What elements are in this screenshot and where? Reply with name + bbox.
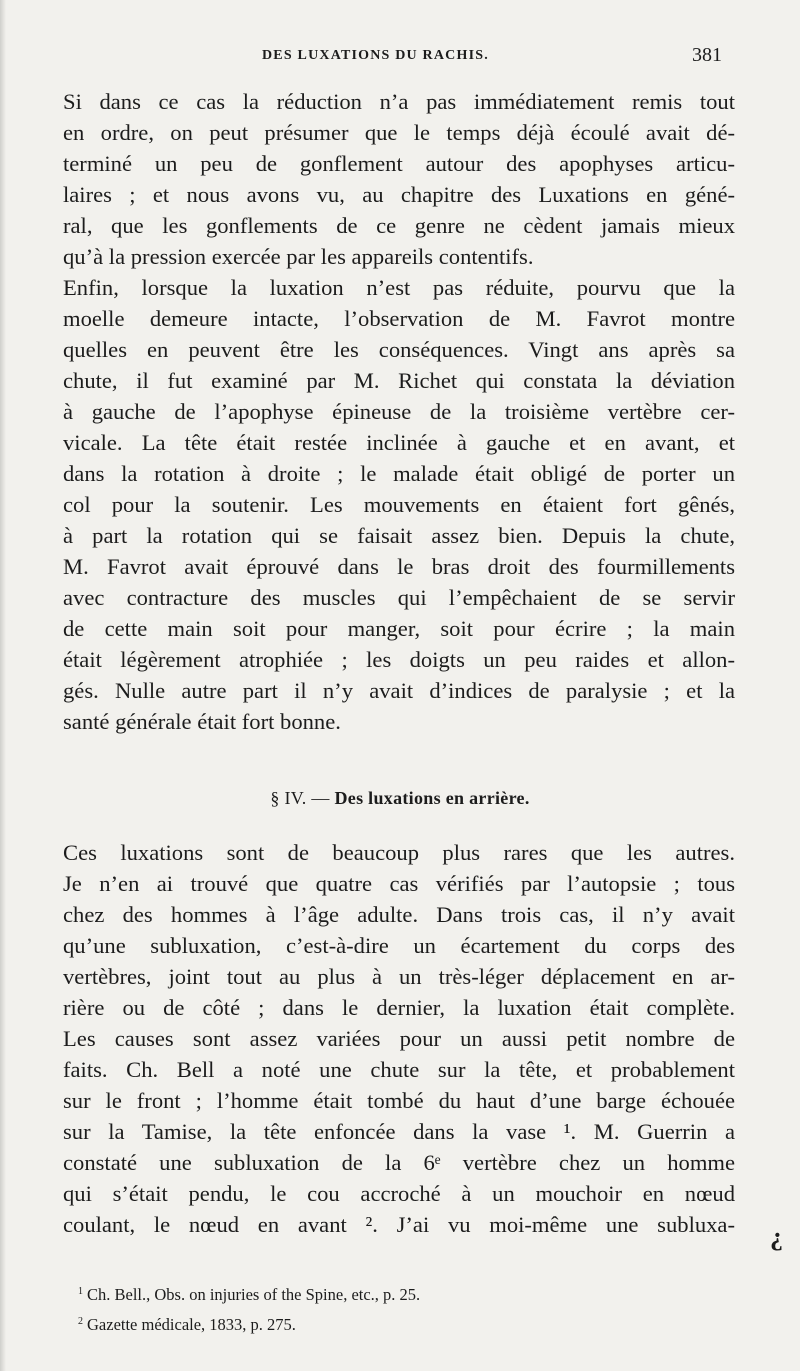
- page-edge-shadow: [0, 0, 6, 1371]
- footnote-2: [78, 1308, 738, 1338]
- text-line: coulant, le nœud en avant ². J’ai vu moi-même une subluxa-: [63, 1212, 735, 1237]
- text-line: quelles en peuvent être les conséquences. Vingt ans après sa: [63, 337, 735, 362]
- text-line: qui s’était pendu, le cou accroché à un mouchoir en nœud: [63, 1181, 735, 1206]
- text-line: M. Favrot avait éprouvé dans le bras droit des fourmillements: [63, 554, 735, 579]
- text-line: gés. Nulle autre part il n’y avait d’indices de paralysie ; et la: [63, 678, 735, 703]
- text-line: Si dans ce cas la réduction n’a pas immédiatement remis tout: [63, 89, 735, 114]
- text-line: sur la Tamise, la tête enfoncée dans la vase ¹. M. Guerrin a: [63, 1119, 735, 1144]
- margin-mark: ¿: [770, 1222, 783, 1251]
- running-head: DES LUXATIONS DU RACHIS.: [262, 48, 489, 63]
- text-line: sur le front ; l’homme était tombé du haut d’une barge échouée: [63, 1088, 735, 1113]
- text-line: constaté une subluxation de la 6ᵉ vertèbre chez un homme: [63, 1150, 735, 1175]
- body-text-block-2: [63, 837, 735, 1240]
- footnote-1: [78, 1278, 738, 1308]
- text-line: qu’à la pression exercée par les appareils contentifs.: [63, 244, 534, 269]
- text-line: à part la rotation qui se faisait assez bien. Depuis la chute,: [63, 523, 735, 548]
- text-line: ral, que les gonflements de ce genre ne cèdent jamais mieux: [63, 213, 735, 238]
- section-title: Des luxations en arrière.: [334, 788, 530, 808]
- body-text-block-1: [63, 86, 735, 737]
- text-line: col pour la soutenir. Les mouvements en étaient fort gênés,: [63, 492, 735, 517]
- text-line: qu’une subluxation, c’est-à-dire un écartement du corps des: [63, 933, 735, 958]
- text-line: terminé un peu de gonflement autour des apophyses articu-: [63, 151, 735, 176]
- footnote-mark: 1: [78, 1286, 83, 1297]
- text-line: à gauche de l’apophyse épineuse de la troisième vertèbre cer-: [63, 399, 735, 424]
- text-line: vicale. La tête était restée inclinée à gauche et en avant, et: [63, 430, 735, 455]
- footnote-text: Gazette médicale, 1833, p. 275.: [87, 1315, 296, 1334]
- text-line: Enfin, lorsque la luxation n’est pas réduite, pourvu que la: [63, 275, 735, 300]
- text-line: faits. Ch. Bell a noté une chute sur la tête, et probablement: [63, 1057, 735, 1082]
- text-line: de cette main soit pour manger, soit pour écrire ; la main: [63, 616, 735, 641]
- text-line: Je n’en ai trouvé que quatre cas vérifiés par l’autopsie ; tous: [63, 871, 735, 896]
- footnotes: [78, 1278, 738, 1338]
- text-line: Ces luxations sont de beaucoup plus rares que les autres.: [63, 840, 735, 865]
- text-line: moelle demeure intacte, l’observation de M. Favrot montre: [63, 306, 735, 331]
- text-line: avec contracture des muscles qui l’empêchaient de se servir: [63, 585, 735, 610]
- text-line: rière ou de côté ; dans le dernier, la luxation était complète.: [63, 995, 735, 1020]
- text-line: chez des hommes à l’âge adulte. Dans trois cas, il n’y avait: [63, 902, 735, 927]
- text-line: laires ; et nous avons vu, au chapitre des Luxations en géné-: [63, 182, 735, 207]
- text-line: santé générale était fort bonne.: [63, 709, 341, 734]
- text-line: vertèbres, joint tout au plus à un très-léger déplacement en ar-: [63, 964, 735, 989]
- text-line: était légèrement atrophiée ; les doigts un peu raides et allon-: [63, 647, 735, 672]
- section-number: § IV.: [270, 788, 307, 808]
- text-line: en ordre, on peut présumer que le temps déjà écoulé avait dé-: [63, 120, 735, 145]
- text-line: Les causes sont assez variées pour un aussi petit nombre de: [63, 1026, 735, 1051]
- page-number: 381: [692, 44, 722, 66]
- section-dash: —: [311, 788, 330, 808]
- text-line: dans la rotation à droite ; le malade était obligé de porter un: [63, 461, 735, 486]
- section-heading: [0, 788, 800, 809]
- footnote-mark: 2: [78, 1316, 83, 1327]
- text-line: chute, il fut examiné par M. Richet qui constata la déviation: [63, 368, 735, 393]
- footnote-text: Ch. Bell., Obs. on injuries of the Spine, etc., p. 25.: [87, 1285, 421, 1304]
